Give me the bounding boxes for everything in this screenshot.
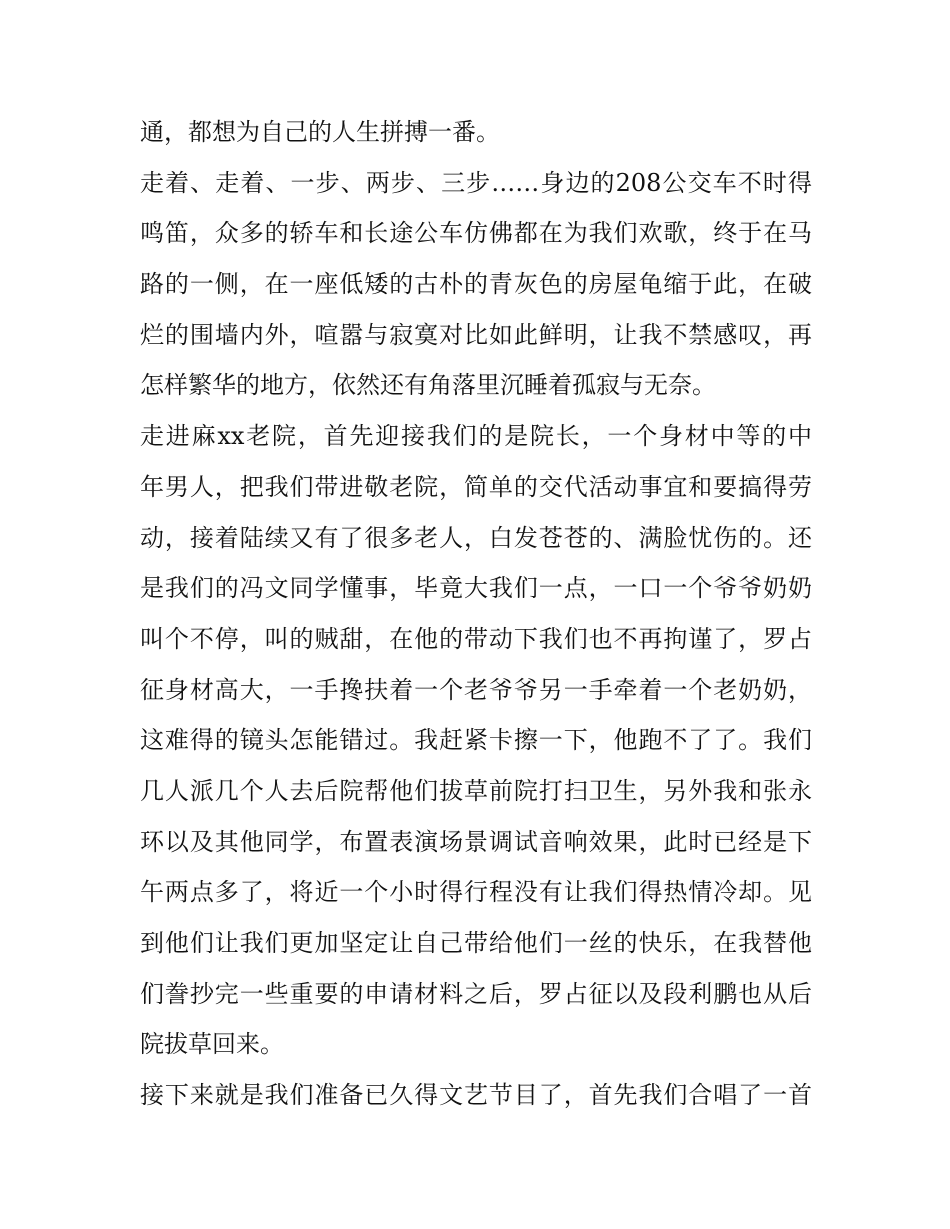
text-line: 这难得的镜头怎能错过。我赶紧卡擦一下，他跑不了了。我们 — [140, 726, 812, 755]
text-line: 叫个不停，叫的贼甜，在他的带动下我们也不再拘谨了，罗占 — [140, 624, 812, 653]
text-line: 接下来就是我们准备已久得文艺节目了，首先我们合唱了一首 — [140, 1081, 812, 1110]
text-line: 通，都想为自己的人生拼搏一番。 — [140, 118, 500, 146]
text-line: 征身材高大，一手搀扶着一个老爷爷另一手牵着一个老奶奶， — [140, 675, 812, 704]
text-line: 路的一侧，在一座低矮的古朴的青灰色的房屋龟缩于此，在破 — [140, 270, 812, 299]
text-line: 烂的围墙内外，喧嚣与寂寞对比如此鲜明，让我不禁感叹，再 — [140, 320, 812, 349]
text-line: 动，接着陆续又有了很多老人，白发苍苍的、满脸忧伤的。还 — [140, 523, 812, 552]
text-line: 是我们的冯文同学懂事，毕竟大我们一点，一口一个爷爷奶奶 — [140, 574, 812, 603]
text-line: 几人派几个人去后院帮他们拔草前院打扫卫生，另外我和张永 — [140, 776, 812, 805]
text-line: 怎样繁华的地方，依然还有角落里沉睡着孤寂与无奈。 — [140, 371, 716, 400]
paragraph — [140, 107, 812, 158]
text-line: 走着、走着、一步、两步、三步……身边的208公交车不时得 — [140, 168, 812, 197]
text-line: 年男人，把我们带进敬老院，简单的交代活动事宜和要搞得劳 — [140, 472, 812, 501]
paragraph — [140, 411, 812, 1070]
paragraph — [140, 1070, 812, 1121]
text-line: 到他们让我们更加坚定让自己带给他们一丝的快乐，在我替他 — [140, 929, 812, 957]
text-line: 环以及其他同学，布置表演场景调试音响效果，此时已经是下 — [140, 827, 812, 856]
paragraph — [140, 158, 812, 411]
text-line: 走进麻xx老院，首先迎接我们的是院长，一个身材中等的中 — [140, 422, 812, 451]
text-line: 院拔草回来。 — [140, 1030, 284, 1059]
document-body — [140, 107, 812, 1121]
text-line: 们誊抄完一些重要的申请材料之后，罗占征以及段利鹏也从后 — [140, 979, 812, 1008]
text-line: 午两点多了，将近一个小时得行程没有让我们得热情冷却。见 — [140, 878, 812, 907]
text-line: 鸣笛，众多的轿车和长途公车仿佛都在为我们欢歌，终于在马 — [140, 219, 812, 248]
